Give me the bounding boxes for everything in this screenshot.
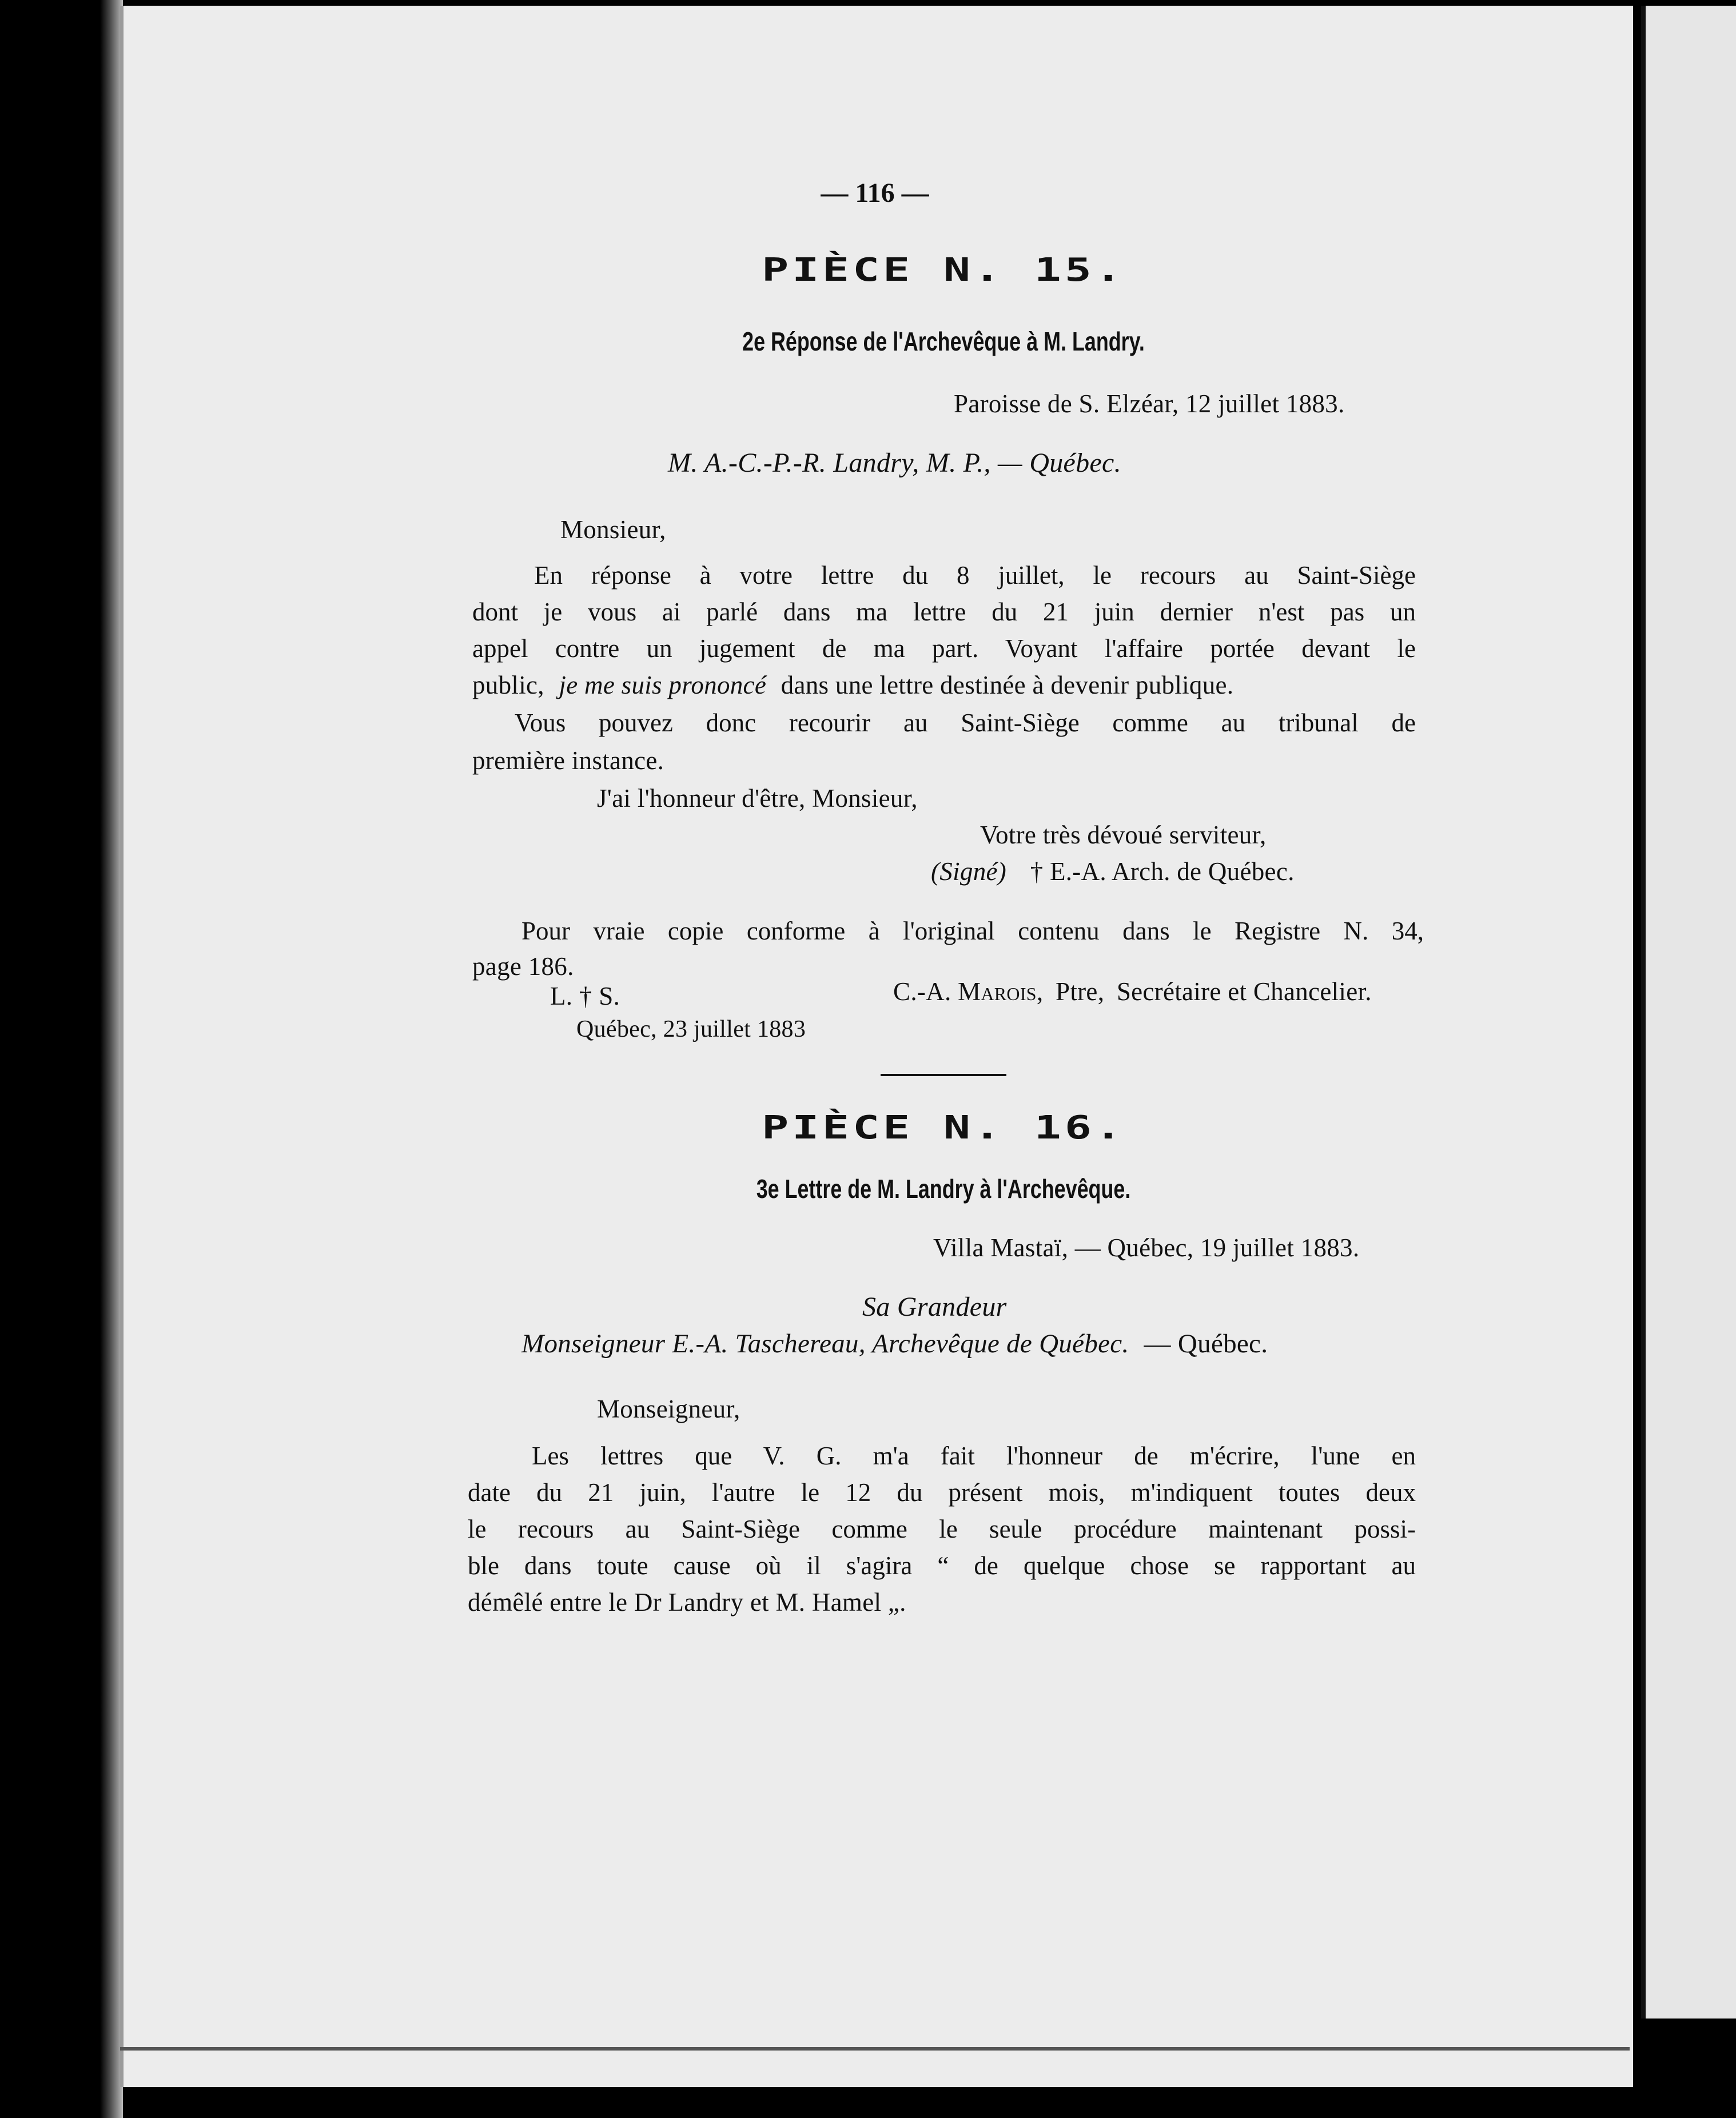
piece-16-body-line-2: date du 21 juin, l'autre le 12 du présent mois, m'indiquent toutes deux — [468, 1478, 1416, 1507]
piece-15-closing-2: Votre très dévoué serviteur, — [980, 821, 1267, 849]
piece-16-address-2 — [521, 1327, 1268, 1361]
piece-15-body-emphasis: je me suis prononcé — [559, 671, 767, 699]
seal-mark: L. † S. — [550, 982, 620, 1010]
piece-15-closing-1: J'ai l'honneur d'être, Monsieur, — [597, 784, 918, 813]
secretary-title-abbr: Ptre, — [1056, 977, 1105, 1006]
piece-15-body-rest: dans une lettre destinée à devenir publique. — [781, 671, 1234, 699]
piece-16-title: PIÈCE N. 16. — [762, 1109, 1125, 1146]
addressee-city: — Québec. — [1144, 1329, 1268, 1359]
piece-15-signature-line — [931, 854, 1295, 889]
piece-16-dateline: Villa Mastaï, — Québec, 19 juillet 1883. — [933, 1233, 1360, 1262]
piece-15-body-line-4 — [472, 668, 1233, 702]
piece-15-title: PIÈCE N. 15. — [762, 252, 1125, 289]
piece-15-salutation: Monsieur, — [560, 515, 666, 544]
secretary-name: C.-A. Marois, — [893, 977, 1044, 1006]
certification-text: Pour vraie copie conforme à l'original contenu dans le Registre N. 34, — [521, 917, 1424, 945]
piece-15-body-line-3: appel contre un jugement de ma part. Voyant l'affaire portée devant le — [472, 634, 1416, 663]
piece-16-body-line-1: Les lettres que V. G. m'a fait l'honneur de m'écrire, l'une en — [532, 1442, 1416, 1470]
certification-date: Québec, 23 juillet 1883 — [576, 1016, 806, 1042]
signed-label: (Signé) — [931, 857, 1007, 886]
piece-15-subtitle: 2e Réponse de l'Archevêque à M. Landry. — [742, 327, 1145, 356]
archbishop-signature: † E.-A. Arch. de Québec. — [1030, 857, 1295, 886]
secretary-role: Secrétaire et Chancelier. — [1116, 977, 1372, 1006]
piece-16-body-line-5: démêlé entre le Dr Landry et M. Hamel „. — [468, 1588, 906, 1617]
addressee-archbishop: Monseigneur E.-A. Taschereau, Archevêque de Québec. — [521, 1329, 1129, 1359]
section-divider — [881, 1074, 1006, 1076]
piece-16-subtitle: 3e Lettre de M. Landry à l'Archevêque. — [756, 1174, 1131, 1204]
page-number: — 116 — — [821, 178, 929, 208]
piece-15-body-line-6: première instance. — [472, 746, 664, 775]
piece-15-body-line-2: dont je vous ai parlé dans ma lettre du 21 juin dernier n'est pas un — [472, 598, 1416, 626]
piece-15-addressee: M. A.-C.-P.-R. Landry, M. P., — Québec. — [668, 448, 1121, 478]
certification-page: page 186. — [472, 952, 574, 981]
piece-16-address-1: Sa Grandeur — [862, 1292, 1007, 1322]
piece-16-salutation: Monseigneur, — [597, 1395, 740, 1423]
piece-16-body-line-4: ble dans toute cause où il s'agira “ de quelque chose se rapportant au — [468, 1551, 1416, 1580]
piece-16-body-line-3: le recours au Saint-Siège comme le seule procédure maintenant possi- — [468, 1515, 1416, 1543]
piece-15-body-line-1: En réponse à votre lettre du 8 juillet, le recours au Saint-Siège — [534, 561, 1416, 590]
piece-15-body-line-5: Vous pouvez donc recourir au Saint-Siège comme au tribunal de — [515, 708, 1416, 737]
piece-15-dateline: Paroisse de S. Elzéar, 12 juillet 1883. — [954, 389, 1345, 418]
secretary-signature — [893, 974, 1372, 1009]
piece-15-body-public: public, — [472, 671, 544, 699]
